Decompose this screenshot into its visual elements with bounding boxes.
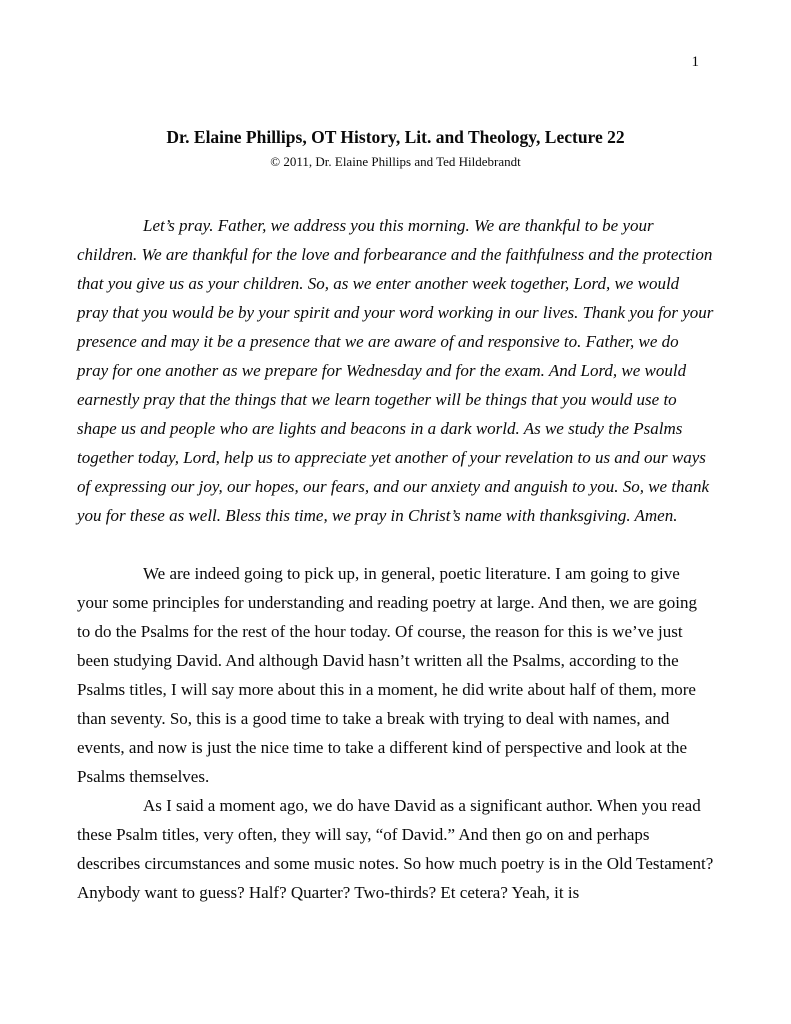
body-paragraph-2: As I said a moment ago, we do have David as a significant author. When you read these Psalm titles, very often, they will say, “of David.” And then go on and perhaps describes circumstances and some music notes. So how much poetry is in the Old Testament? Anybody want to guess? Half? Quarter? Two-thirds? Et cetera? Yeah, it is xyxy=(77,795,714,902)
document-title: Dr. Elaine Phillips, OT History, Lit. and Theology, Lecture 22 xyxy=(166,127,625,147)
prayer-paragraph: Let’s pray. Father, we address you this morning. We are thankful to be your children. We are thankful for the love and forbearance and the faithfulness and the protection that you give us as your children. So, as we enter another week together, Lord, we would pray that you would be by your spirit and your word working in our lives. Thank you for your presence and may it be a presence that we are aware of and responsive to. Father, we do pray for one another as we prepare for Wednesday and for the exam. And Lord, we would earnestly pray that the things that we learn together will be things that you would use to shape us and people who are lights and beacons in a dark world. As we study the Psalms together today, Lord, help us to appreciate yet another of your revelation to us and our ways of expressing our joy, our hopes, our fears, and our anxiety and anguish to you. So, we thank you for these as well. Bless this time, we pray in Christ’s name with thanksgiving. Amen. xyxy=(77,215,714,525)
page-number: 1 xyxy=(691,54,699,70)
body-paragraph-1: We are indeed going to pick up, in general, poetic literature. I am going to give your some principles for understanding and reading poetry at large. And then, we are going to do the Psalms for the rest of the hour today. Of course, the reason for this is we’ve just been studying David. And although David hasn’t written all the Psalms, according to the Psalms titles, I will say more about this in a moment, he did write about half of them, more than seventy. So, this is a good time to take a break with trying to deal with names, and events, and now is just the nice time to take a different kind of perspective and look at the Psalms themselves. xyxy=(77,563,698,786)
copyright-line: © 2011, Dr. Elaine Phillips and Ted Hildebrandt xyxy=(270,153,521,169)
document-body xyxy=(77,211,714,907)
